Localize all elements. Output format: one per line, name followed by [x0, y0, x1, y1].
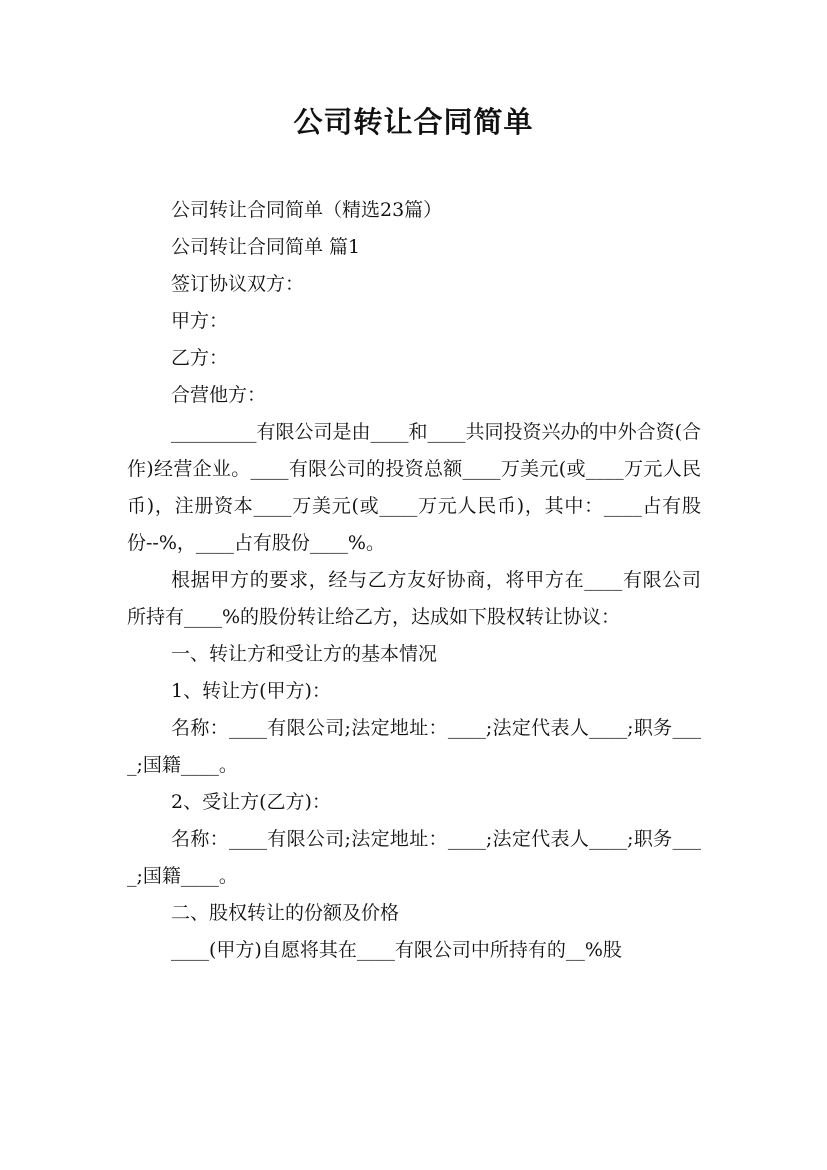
document-title: 公司转让合同简单 [293, 105, 534, 139]
paragraph-transferor-heading: 1、转让方(甲方)： [171, 680, 331, 702]
paragraph-section-heading: 公司转让合同简单 篇1 [171, 236, 361, 258]
paragraph-clause-2-heading: 二、股权转让的份额及价格 [171, 902, 400, 924]
paragraph-transferee-details: 名称：____有限公司;法定地址：____;法定代表人____;职务____;国籍____。 [127, 828, 701, 887]
paragraph-share-transfer: ____(甲方)自愿将其在____有限公司中所持有的__%股 [171, 939, 622, 961]
paragraph-company-intro: _________有限公司是由____和____共同投资兴办的中外合资(合作)经营企业。____有限公司的投资总额____万美元(或____万元人民币)，注册资本____万美元(或____万元人民币)，其中：____占有股份--%，____占有股份____%。 [127, 421, 701, 554]
paragraph-parties-label: 签订协议双方： [171, 273, 305, 295]
paragraph-party-b: 乙方： [171, 347, 229, 369]
paragraph-clause-1-heading: 一、转让方和受让方的基本情况 [171, 643, 438, 665]
paragraph-agreement-basis: 根据甲方的要求，经与乙方友好协商，将甲方在____有限公司所持有____%的股份转让给乙方，达成如下股权转让协议： [127, 569, 701, 628]
paragraph-transferee-heading: 2、受让方(乙方)： [171, 791, 331, 813]
paragraph-subtitle: 公司转让合同简单（精选23篇） [171, 199, 443, 221]
paragraph-other-party: 合营他方： [171, 384, 267, 406]
paragraph-party-a: 甲方： [171, 310, 229, 332]
paragraph-transferor-details: 名称：____有限公司;法定地址：____;法定代表人____;职务____;国籍____。 [127, 717, 701, 776]
document-body [127, 192, 701, 969]
